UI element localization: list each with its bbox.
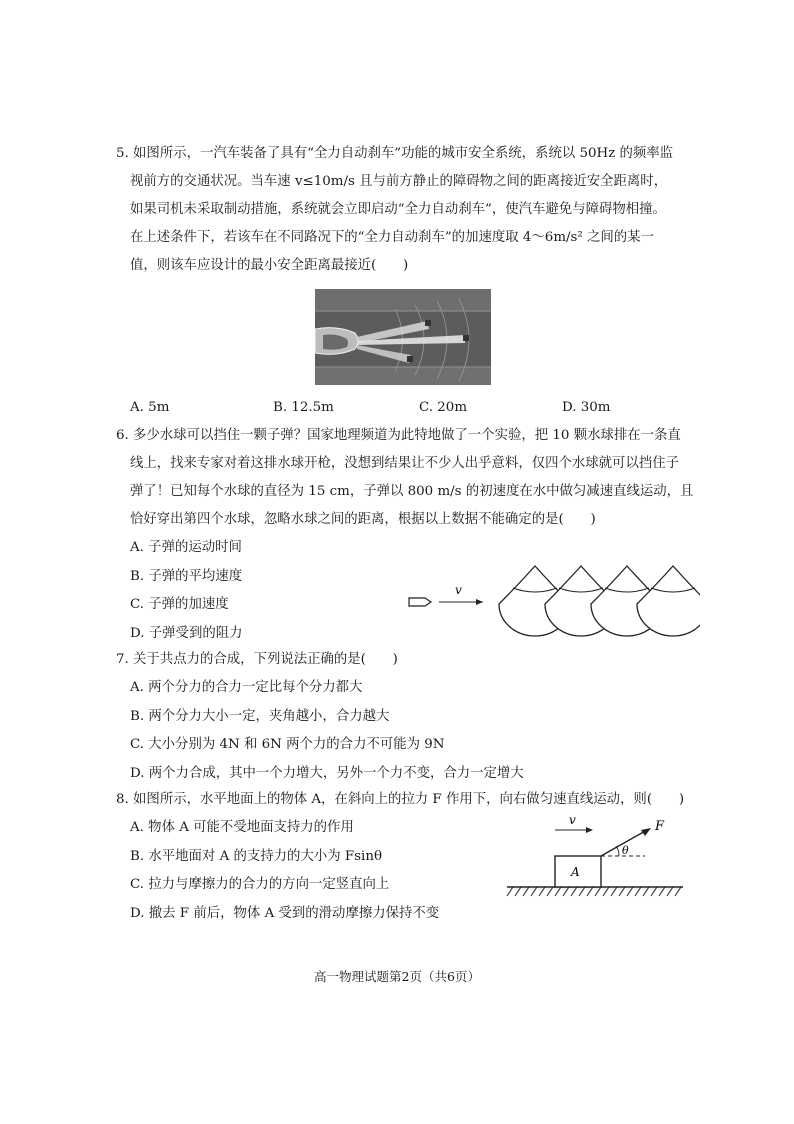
question-5: [116, 140, 691, 280]
q5-option-b: B. 12.5m: [273, 400, 334, 415]
q6-option-a: A. 子弹的运动时间: [130, 540, 242, 555]
question-8: [116, 786, 691, 814]
water-ball-4: [637, 566, 700, 636]
block-force-figure: [505, 812, 685, 900]
q6-option-b: B. 子弹的平均速度: [130, 568, 243, 584]
q6-line-3: 弹了！已知每个水球的直径为 15 cm，子弹以 800 m/s 的初速度在水中做匀减速直线运动，且: [130, 484, 694, 499]
q8-option-c: C. 拉力与摩擦力的合力的方向一定竖直向上: [130, 877, 390, 892]
q8-option-d: D. 撤去 F 前后，物体 A 受到的滑动摩擦力保持不变: [130, 905, 440, 921]
question-7: [116, 646, 691, 674]
bullet-icon: [409, 598, 431, 606]
q8-option-a: A. 物体 A 可能不受地面支持力的作用: [130, 820, 354, 835]
q6-option-c: C. 子弹的加速度: [130, 597, 229, 612]
q8-velocity-label: v: [569, 813, 576, 827]
q5-line-3: 如果司机未采取制动措施，系统就会立即启动“全力自动刹车”，使汽车避免与障碍物相撞。: [130, 202, 666, 217]
q7-options: [130, 674, 524, 788]
q5-option-c: C. 20m: [419, 400, 468, 415]
water-balls-figure: [405, 560, 700, 640]
q8-line-1: 8. 如图所示，水平地面上的物体 A，在斜向上的拉力 F 作用下，向右做匀速直线运动，则( ): [116, 792, 685, 807]
page-footer: 高一物理试题第2页（共6页）: [314, 969, 480, 984]
q5-line-4: 在上述条件下，若该车在不同路况下的“全力自动刹车”的加速度取 4～6m/s² 之间的某一: [130, 230, 654, 245]
q7-option-a: A. 两个分力的合力一定比每个分力都大: [130, 680, 363, 695]
q6-option-d: D. 子弹受到的阻力: [130, 625, 243, 641]
q7-line-1: 7. 关于共点力的合成，下列说法正确的是( ): [116, 652, 398, 667]
q5-line-2: 视前方的交通状况。当车速 v≤10m/s 且与前方静止的障碍物之间的距离接近安全距离时，: [130, 174, 668, 189]
q6-velocity-label: v: [455, 583, 462, 597]
q6-line-4: 恰好穿出第四个水球，忽略水球之间的距离，根据以上数据不能确定的是( ): [130, 512, 596, 527]
car-radar-photo: [315, 289, 491, 385]
q5-line-1: 5. 如图所示，一汽车装备了具有“全力自动刹车”功能的城市安全系统，系统以 50Hz 的频率监: [116, 146, 674, 161]
q7-option-d: D. 两个力合成，其中一个力增大，另外一个力不变，合力一定增大: [130, 765, 524, 781]
q6-line-1: 6. 多少水球可以挡住一颗子弹？国家地理频道为此特地做了一个实验，把 10 颗水球排在一条直: [116, 428, 681, 443]
question-6: [116, 422, 694, 534]
q6-line-2: 线上，找来专家对着这排水球开枪，没想到结果让不少人出乎意料，仅四个水球就可以挡住子: [130, 456, 680, 471]
q5-line-5: 值，则该车应设计的最小安全距离最接近( ): [130, 258, 409, 273]
q6-options: [130, 534, 243, 648]
q8-angle-label: θ: [622, 844, 629, 857]
q5-option-d: D. 30m: [562, 400, 611, 415]
q8-options: [130, 814, 439, 928]
q8-option-b: B. 水平地面对 A 的支持力的大小为 Fsinθ: [130, 848, 383, 864]
q5-option-a: A. 5m: [130, 400, 170, 415]
q7-option-c: C. 大小分别为 4N 和 6N 两个力的合力不可能为 9N: [130, 737, 445, 752]
q8-force-label: F: [655, 819, 665, 834]
q7-option-b: B. 两个分力大小一定，夹角越小，合力越大: [130, 708, 390, 724]
q8-block-label: A: [571, 865, 580, 879]
